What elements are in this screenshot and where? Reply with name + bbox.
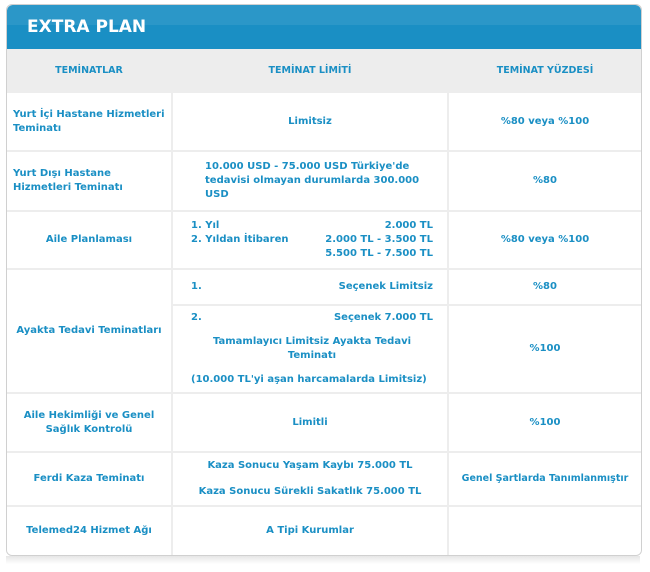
row-coverage-name: Yurt İçi Hastane Hizmetleri Teminatı — [7, 93, 171, 150]
row-coverage-limit-option-2: 2. Seçenek 7.000 TL Tamamlayıcı Limitsiz Ayakta Tedavi Teminatı (10.000 TL'yi aşan harcamalarda Limitsiz) — [173, 306, 447, 392]
row-coverage-percent: %100 — [449, 394, 641, 451]
row-coverage-percent: %80 — [449, 270, 641, 304]
limit-line: 1. Yıl 2.000 TL — [191, 220, 433, 231]
row-coverage-name: Aile Planlaması — [7, 212, 171, 268]
row-coverage-limit: 10.000 USD - 75.000 USD Türkiye'de tedavisi olmayan durumlarda 300.000 USD — [173, 152, 447, 210]
row-coverage-limit-option-1: 1. Seçenek Limitsiz — [173, 270, 447, 304]
row-coverage-name: Aile Hekimliği ve Genel Sağlık Kontrolü — [7, 394, 171, 451]
row-coverage-limit — [173, 453, 447, 505]
row-coverage-percent: Genel Şartlarda Tanımlanmıştır — [449, 453, 641, 505]
limit-line: 5.500 TL - 7.500 TL — [325, 248, 433, 259]
extra-plan-panel — [6, 4, 642, 556]
row-coverage-percent — [449, 507, 641, 555]
row-coverage-percent: %80 — [449, 152, 641, 210]
panel-shadow — [6, 556, 640, 564]
column-header-percent: TEMİNAT YÜZDESİ — [449, 49, 641, 93]
column-header-limit: TEMİNAT LİMİTİ — [173, 49, 447, 93]
row-coverage-limit: A Tipi Kurumlar — [173, 507, 447, 555]
row-coverage-percent: %100 — [449, 306, 641, 392]
panel-header — [7, 5, 641, 49]
row-coverage-name: Ayakta Tedavi Teminatları — [7, 270, 171, 392]
row-coverage-limit — [173, 212, 447, 268]
page-title: EXTRA PLAN — [27, 17, 147, 37]
row-coverage-name: Telemed24 Hizmet Ağı — [7, 507, 171, 555]
limit-line: Kaza Sonucu Sürekli Sakatlık 75.000 TL — [198, 486, 422, 497]
row-coverage-percent: %80 veya %100 — [449, 212, 641, 268]
row-coverage-limit: Limitsiz — [173, 93, 447, 150]
row-coverage-name: Ferdi Kaza Teminatı — [7, 453, 171, 505]
row-coverage-name: Yurt Dışı Hastane Hizmetleri Teminatı — [7, 152, 171, 210]
limit-line: Kaza Sonucu Yaşam Kaybı 75.000 TL — [207, 460, 413, 471]
row-coverage-percent: %80 veya %100 — [449, 93, 641, 150]
limit-line: 2. Yıldan İtibaren 2.000 TL - 3.500 TL — [191, 234, 433, 245]
row-coverage-limit: Limitli — [173, 394, 447, 451]
column-header-coverage: TEMİNATLAR — [7, 49, 171, 93]
